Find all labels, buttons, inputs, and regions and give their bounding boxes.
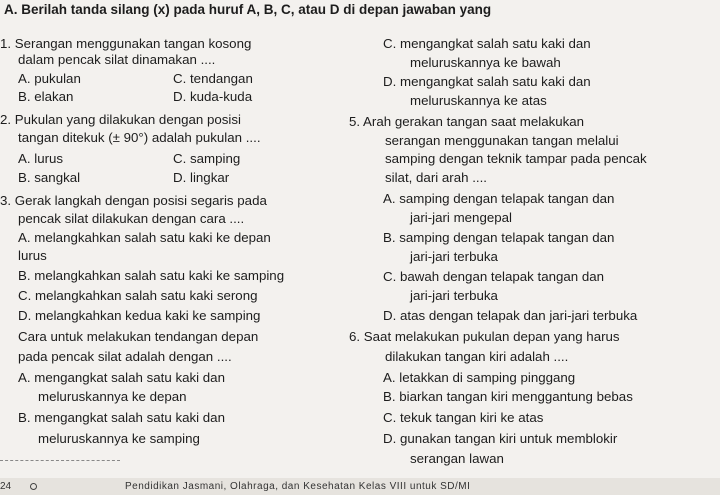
question-2-stem-cont: tangan ditekuk (± 90°) adalah pukulan .... xyxy=(18,130,261,145)
question-3-option-a: A. melangkahkan salah satu kaki ke depan xyxy=(18,230,271,245)
question-4-stem: Cara untuk melakukan tendangan depan xyxy=(18,329,259,344)
question-2-option-c: C. samping xyxy=(173,151,241,166)
question-5-stem-cont-3: silat, dari arah .... xyxy=(385,170,487,185)
question-3-option-a-cont: lurus xyxy=(18,248,47,263)
question-1-option-b: B. elakan xyxy=(18,89,74,104)
bullet-circle-icon xyxy=(30,483,37,490)
section-heading: A. Berilah tanda silang (x) pada huruf A, B, C, atau D di depan jawaban yang xyxy=(4,2,492,17)
question-4-stem-cont: pada pencak silat adalah dengan .... xyxy=(18,349,232,364)
question-4-option-a-cont: meluruskannya ke depan xyxy=(38,389,187,404)
question-2-stem: 2. Pukulan yang dilakukan dengan posisi xyxy=(0,112,241,127)
question-1-option-a: A. pukulan xyxy=(18,71,81,86)
question-3-option-c: C. melangkahkan salah satu kaki serong xyxy=(18,288,258,303)
question-2-option-b: B. sangkal xyxy=(18,170,81,185)
question-5-option-a-cont: jari-jari mengepal xyxy=(410,210,512,225)
question-2-option-a: A. lurus xyxy=(18,151,64,166)
question-1-option-c: C. tendangan xyxy=(173,71,253,86)
question-6-option-b: B. biarkan tangan kiri menggantung bebas xyxy=(383,389,633,404)
question-3-stem: 3. Gerak langkah dengan posisi segaris pada xyxy=(0,193,267,208)
question-5-option-d: D. atas dengan telapak dan jari-jari terbuka xyxy=(383,308,638,323)
question-5-option-b: B. samping dengan telapak tangan dan xyxy=(383,230,615,245)
question-5-option-a: A. samping dengan telapak tangan dan xyxy=(383,191,615,206)
question-6-option-c: C. tekuk tangan kiri ke atas xyxy=(383,410,544,425)
footer-divider xyxy=(0,460,120,461)
footer-book-title: Pendidikan Jasmani, Olahraga, dan Kesehatan Kelas VIII untuk SD/MI xyxy=(125,481,471,492)
question-3-stem-cont: pencak silat dilakukan dengan cara .... xyxy=(18,211,245,226)
question-2-option-d: D. lingkar xyxy=(173,170,230,185)
question-1-stem: 1. Serangan menggunakan tangan kosong xyxy=(0,36,252,51)
question-4-option-c: C. mengangkat salah satu kaki dan xyxy=(383,36,591,51)
page-number: 24 xyxy=(0,481,12,492)
question-1-option-d: D. kuda-kuda xyxy=(173,89,253,104)
question-3-option-b: B. melangkahkan salah satu kaki ke samping xyxy=(18,268,285,283)
question-4-option-d: D. mengangkat salah satu kaki dan xyxy=(383,74,591,89)
question-5-stem-cont-1: serangan menggunakan tangan melalui xyxy=(385,133,619,148)
question-5-option-b-cont: jari-jari terbuka xyxy=(410,249,498,264)
question-4-option-b-cont: meluruskannya ke samping xyxy=(38,431,200,446)
question-1-stem-cont: dalam pencak silat dinamakan .... xyxy=(18,52,216,67)
question-4-option-b: B. mengangkat salah satu kaki dan xyxy=(18,410,225,425)
question-4-option-d-cont: meluruskannya ke atas xyxy=(410,93,547,108)
question-6-option-a: A. letakkan di samping pinggang xyxy=(383,370,576,385)
question-6-option-d-cont: serangan lawan xyxy=(410,451,504,466)
question-6-stem-cont: dilakukan tangan kiri adalah .... xyxy=(385,349,569,364)
question-5-option-c: C. bawah dengan telapak tangan dan xyxy=(383,269,605,284)
question-5-option-c-cont: jari-jari terbuka xyxy=(410,288,498,303)
question-5-stem: 5. Arah gerakan tangan saat melakukan xyxy=(349,114,585,129)
question-4-option-c-cont: meluruskannya ke bawah xyxy=(410,55,561,70)
question-6-stem: 6. Saat melakukan pukulan depan yang harus xyxy=(349,329,620,344)
question-6-option-d: D. gunakan tangan kiri untuk memblokir xyxy=(383,431,618,446)
question-5-stem-cont-2: samping dengan teknik tampar pada pencak xyxy=(385,151,647,166)
question-4-option-a: A. mengangkat salah satu kaki dan xyxy=(18,370,225,385)
question-3-option-d: D. melangkahkan kedua kaki ke samping xyxy=(18,308,261,323)
